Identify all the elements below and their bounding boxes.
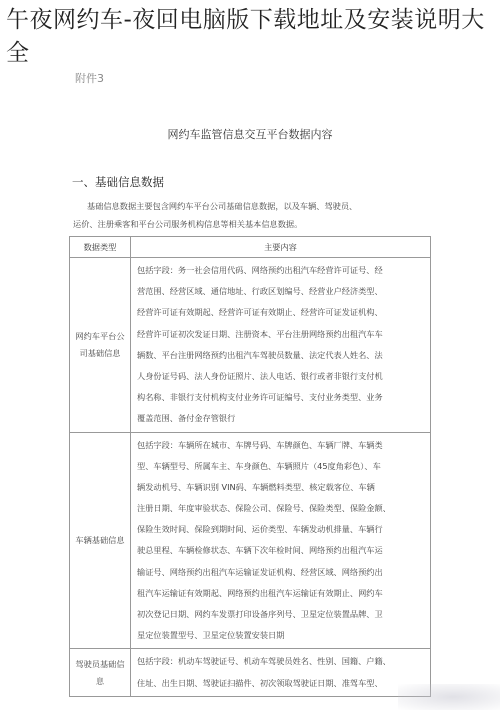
intro-line: 基础信息数据主要包含网约车平台公司基础信息数据，以及车辆、驾驶员、 xyxy=(87,201,358,211)
intro-line: 运价、注册乘客和平台公司服务机构信息等相关基本信息数据。 xyxy=(73,219,303,229)
row-content xyxy=(131,649,431,696)
content-line: 保险生效时间、保险到期时间、运价类型、车辆发动机排量、车辆行 xyxy=(137,524,383,535)
row-content xyxy=(131,258,431,433)
data-content-table xyxy=(69,236,431,697)
table-header-row xyxy=(70,237,431,258)
content-line: 租汽车运输证有效期起、网络预约出租汽车运输证有效期止、网约车 xyxy=(137,587,383,598)
content-line: 输证号、网络预约出租汽车运输证发证机构、经营区域、网络预约出 xyxy=(137,566,383,577)
column-header-content: 主要内容 xyxy=(131,237,431,258)
content-line: 包括字段：务一社会信用代码、网络预约出租汽车经营许可证号、经 xyxy=(137,265,383,275)
content-line: 星定位装置型号、卫星定位装置安装日期 xyxy=(137,630,285,641)
intro-paragraph xyxy=(73,197,437,233)
table-row xyxy=(70,258,431,433)
column-header-type: 数据类型 xyxy=(70,237,131,258)
table-row xyxy=(70,432,431,649)
section-heading: 一、基础信息数据 xyxy=(72,175,164,189)
attachment-label: 附件3 xyxy=(75,72,104,85)
content-line: 经营许可证有效期起、经营许可证有效期止、经营许可证发证机构、 xyxy=(137,307,383,318)
row-type-label: 车辆基础信息 xyxy=(70,432,131,649)
content-line: 营范围、经营区域、通信地址、行政区划编号、经营业户经济类型、 xyxy=(137,286,383,297)
content-line: 初次登记日期、网约车发票打印设备序列号、卫星定位装置品牌、卫 xyxy=(137,609,383,619)
watermark-smudge xyxy=(398,684,500,710)
content-line: 型、车辆型号、所属车主、车身颜色、车辆照片（45度角彩色）、车 xyxy=(137,460,381,471)
content-line: 包括字段：机动车驾驶证号、机动车驾驶员姓名、性别、国籍、户籍、 xyxy=(137,656,391,667)
content-line: 覆盖范围、备付金存管银行 xyxy=(137,413,236,424)
content-line: 辆数、平台注册网络预约出租汽车驾驶员数量、法定代表人姓名、法 xyxy=(137,349,383,360)
content-line: 包括字段：车辆所在城市、车牌号码、车牌颜色、车辆厂牌、车辆类 xyxy=(137,439,383,450)
row-type-label: 驾驶员基础信息 xyxy=(70,649,131,696)
row-content xyxy=(131,432,431,649)
table-body xyxy=(70,258,431,697)
content-line: 注册日期、年度审验状态、保险公司、保险号、保险类型、保险金额、 xyxy=(137,503,391,514)
content-line: 辆发动机号、车辆识别 VIN码、车辆燃料类型、核定载客位、车辆 xyxy=(137,481,375,492)
row-type-label: 网约车平台公司基础信息 xyxy=(70,258,131,433)
table-row xyxy=(70,649,431,696)
content-line: 经营许可证初次发证日期、注册资本、平台注册网络预约出租汽车车 xyxy=(137,328,383,339)
document-heading: 网约车监管信息交互平台数据内容 xyxy=(167,128,333,141)
content-line: 住址、出生日期、驾驶证扫描件、初次领取驾驶证日期、准驾车型、 xyxy=(137,677,383,688)
content-line: 驶总里程、车辆检修状态、车辆下次年检时间、网络预约出租汽车运 xyxy=(137,545,383,556)
content-line: 构名称、非银行支付机构支付业务许可证编号、支付业务类型、业务 xyxy=(137,392,383,403)
content-line: 人身份证号码、法人身份证照片、法人电话、银行或者非银行支付机 xyxy=(137,370,383,381)
page-title: 午夜网约车-夜回电脑版下载地址及安装说明大全 xyxy=(6,7,485,66)
